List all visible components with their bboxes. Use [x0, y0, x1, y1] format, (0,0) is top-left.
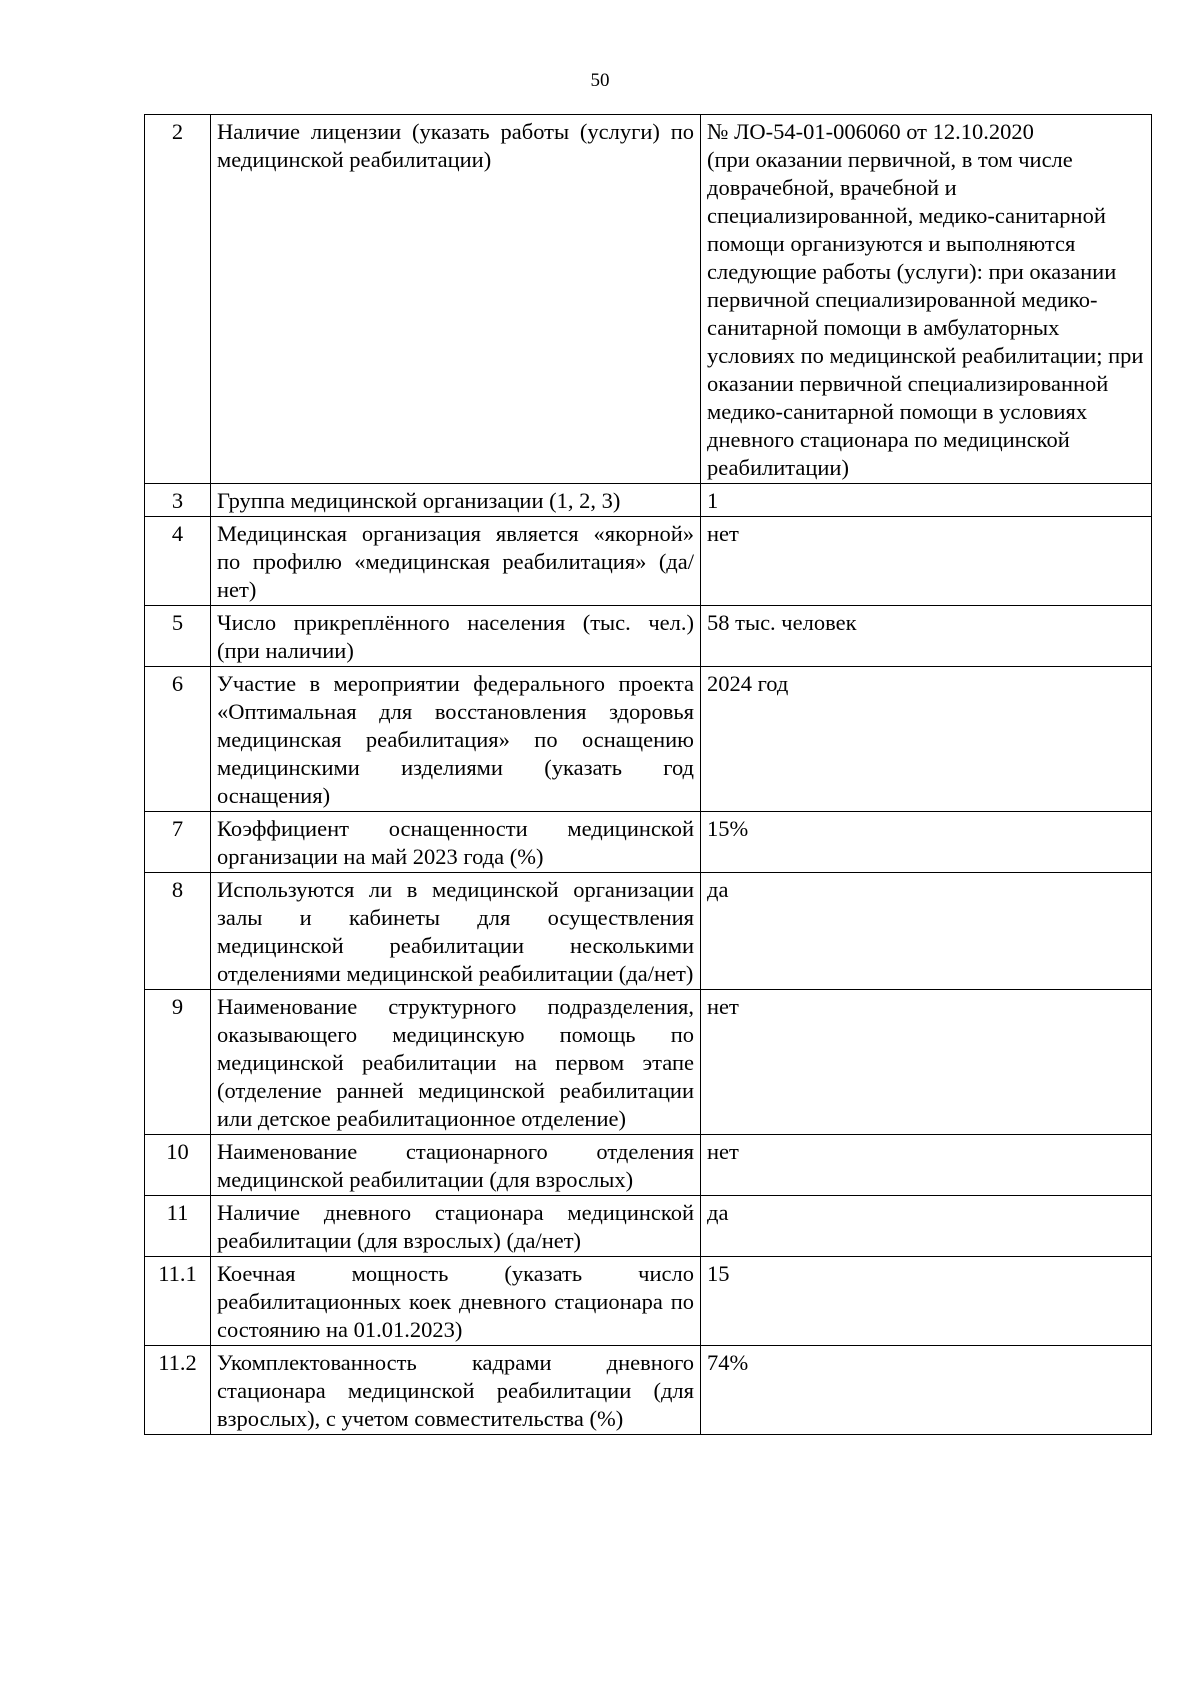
- page-number: 50: [590, 70, 610, 91]
- row-value: 2024 год: [701, 667, 1152, 812]
- rehabilitation-info-table: [144, 114, 1152, 1435]
- row-number: 7: [145, 812, 211, 873]
- row-value: нет: [701, 517, 1152, 606]
- row-parameter: Группа медицинской организации (1, 2, 3): [211, 484, 701, 517]
- row-number: 9: [145, 990, 211, 1135]
- row-number: 11.2: [145, 1346, 211, 1435]
- table-row: [145, 667, 1152, 812]
- row-parameter: Наличие дневного стационара медицинской реабилитации (для взрослых) (да/нет): [211, 1196, 701, 1257]
- row-number: 11: [145, 1196, 211, 1257]
- table-row: [145, 1257, 1152, 1346]
- table-row: [145, 115, 1152, 484]
- row-value: нет: [701, 990, 1152, 1135]
- row-value: 74%: [701, 1346, 1152, 1435]
- row-number: 8: [145, 873, 211, 990]
- row-parameter: Наличие лицензии (указать работы (услуги) по медицинской реабилитации): [211, 115, 701, 484]
- table-row: [145, 517, 1152, 606]
- row-number: 10: [145, 1135, 211, 1196]
- row-parameter: Используются ли в медицинской организации залы и кабинеты для осуществления медицинской реабилитации несколькими отделениями медицинской реабилитации (да/нет): [211, 873, 701, 990]
- row-value: 1: [701, 484, 1152, 517]
- row-parameter: Укомплектованность кадрами дневного стационара медицинской реабилитации (для взрослых), с учетом совместительства (%): [211, 1346, 701, 1435]
- row-parameter: Наименование структурного подразделения, оказывающего медицинскую помощь по медицинской реабилитации на первом этапе (отделение ранней медицинской реабилитации или детское реабилитационное отделение): [211, 990, 701, 1135]
- row-number: 2: [145, 115, 211, 484]
- table-row: [145, 1346, 1152, 1435]
- row-parameter: Коэффициент оснащенности медицинской организации на май 2023 года (%): [211, 812, 701, 873]
- row-number: 6: [145, 667, 211, 812]
- row-parameter: Коечная мощность (указать число реабилитационных коек дневного стационара по состоянию на 01.01.2023): [211, 1257, 701, 1346]
- row-value: да: [701, 873, 1152, 990]
- row-number: 3: [145, 484, 211, 517]
- row-number: 5: [145, 606, 211, 667]
- row-number: 4: [145, 517, 211, 606]
- row-value: 15%: [701, 812, 1152, 873]
- row-number: 11.1: [145, 1257, 211, 1346]
- row-parameter: Участие в мероприятии федерального проекта «Оптимальная для восстановления здоровья медицинская реабилитация» по оснащению медицинскими изделиями (указать год оснащения): [211, 667, 701, 812]
- table-row: [145, 990, 1152, 1135]
- table-row: [145, 606, 1152, 667]
- table-row: [145, 1135, 1152, 1196]
- row-value: [701, 115, 1152, 484]
- table-row: [145, 1196, 1152, 1257]
- license-number: № ЛО-54-01-006060 от 12.10.2020 (при оказании первичной, в том числе доврачебной, врачебной и специализированной, медико-санитарной помощи организуются и выполняются следующие работы (услуги): при оказании первичной специализированной медико-санитарной помощи в амбулаторных условиях по медицинской реабилитации; при оказании первичной специализированной медико-санитарной помощи в условиях дневного стационара по медицинской реабилитации): [707, 119, 1144, 480]
- row-parameter: Наименование стационарного отделения медицинской реабилитации (для взрослых): [211, 1135, 701, 1196]
- table-row: [145, 873, 1152, 990]
- row-value: 15: [701, 1257, 1152, 1346]
- row-value: да: [701, 1196, 1152, 1257]
- row-parameter: Медицинская организация является «якорной» по профилю «медицинская реабилитация» (да/нет): [211, 517, 701, 606]
- table-row: [145, 484, 1152, 517]
- row-parameter: Число прикреплённого населения (тыс. чел.) (при наличии): [211, 606, 701, 667]
- row-value: нет: [701, 1135, 1152, 1196]
- table-row: [145, 812, 1152, 873]
- row-value: 58 тыс. человек: [701, 606, 1152, 667]
